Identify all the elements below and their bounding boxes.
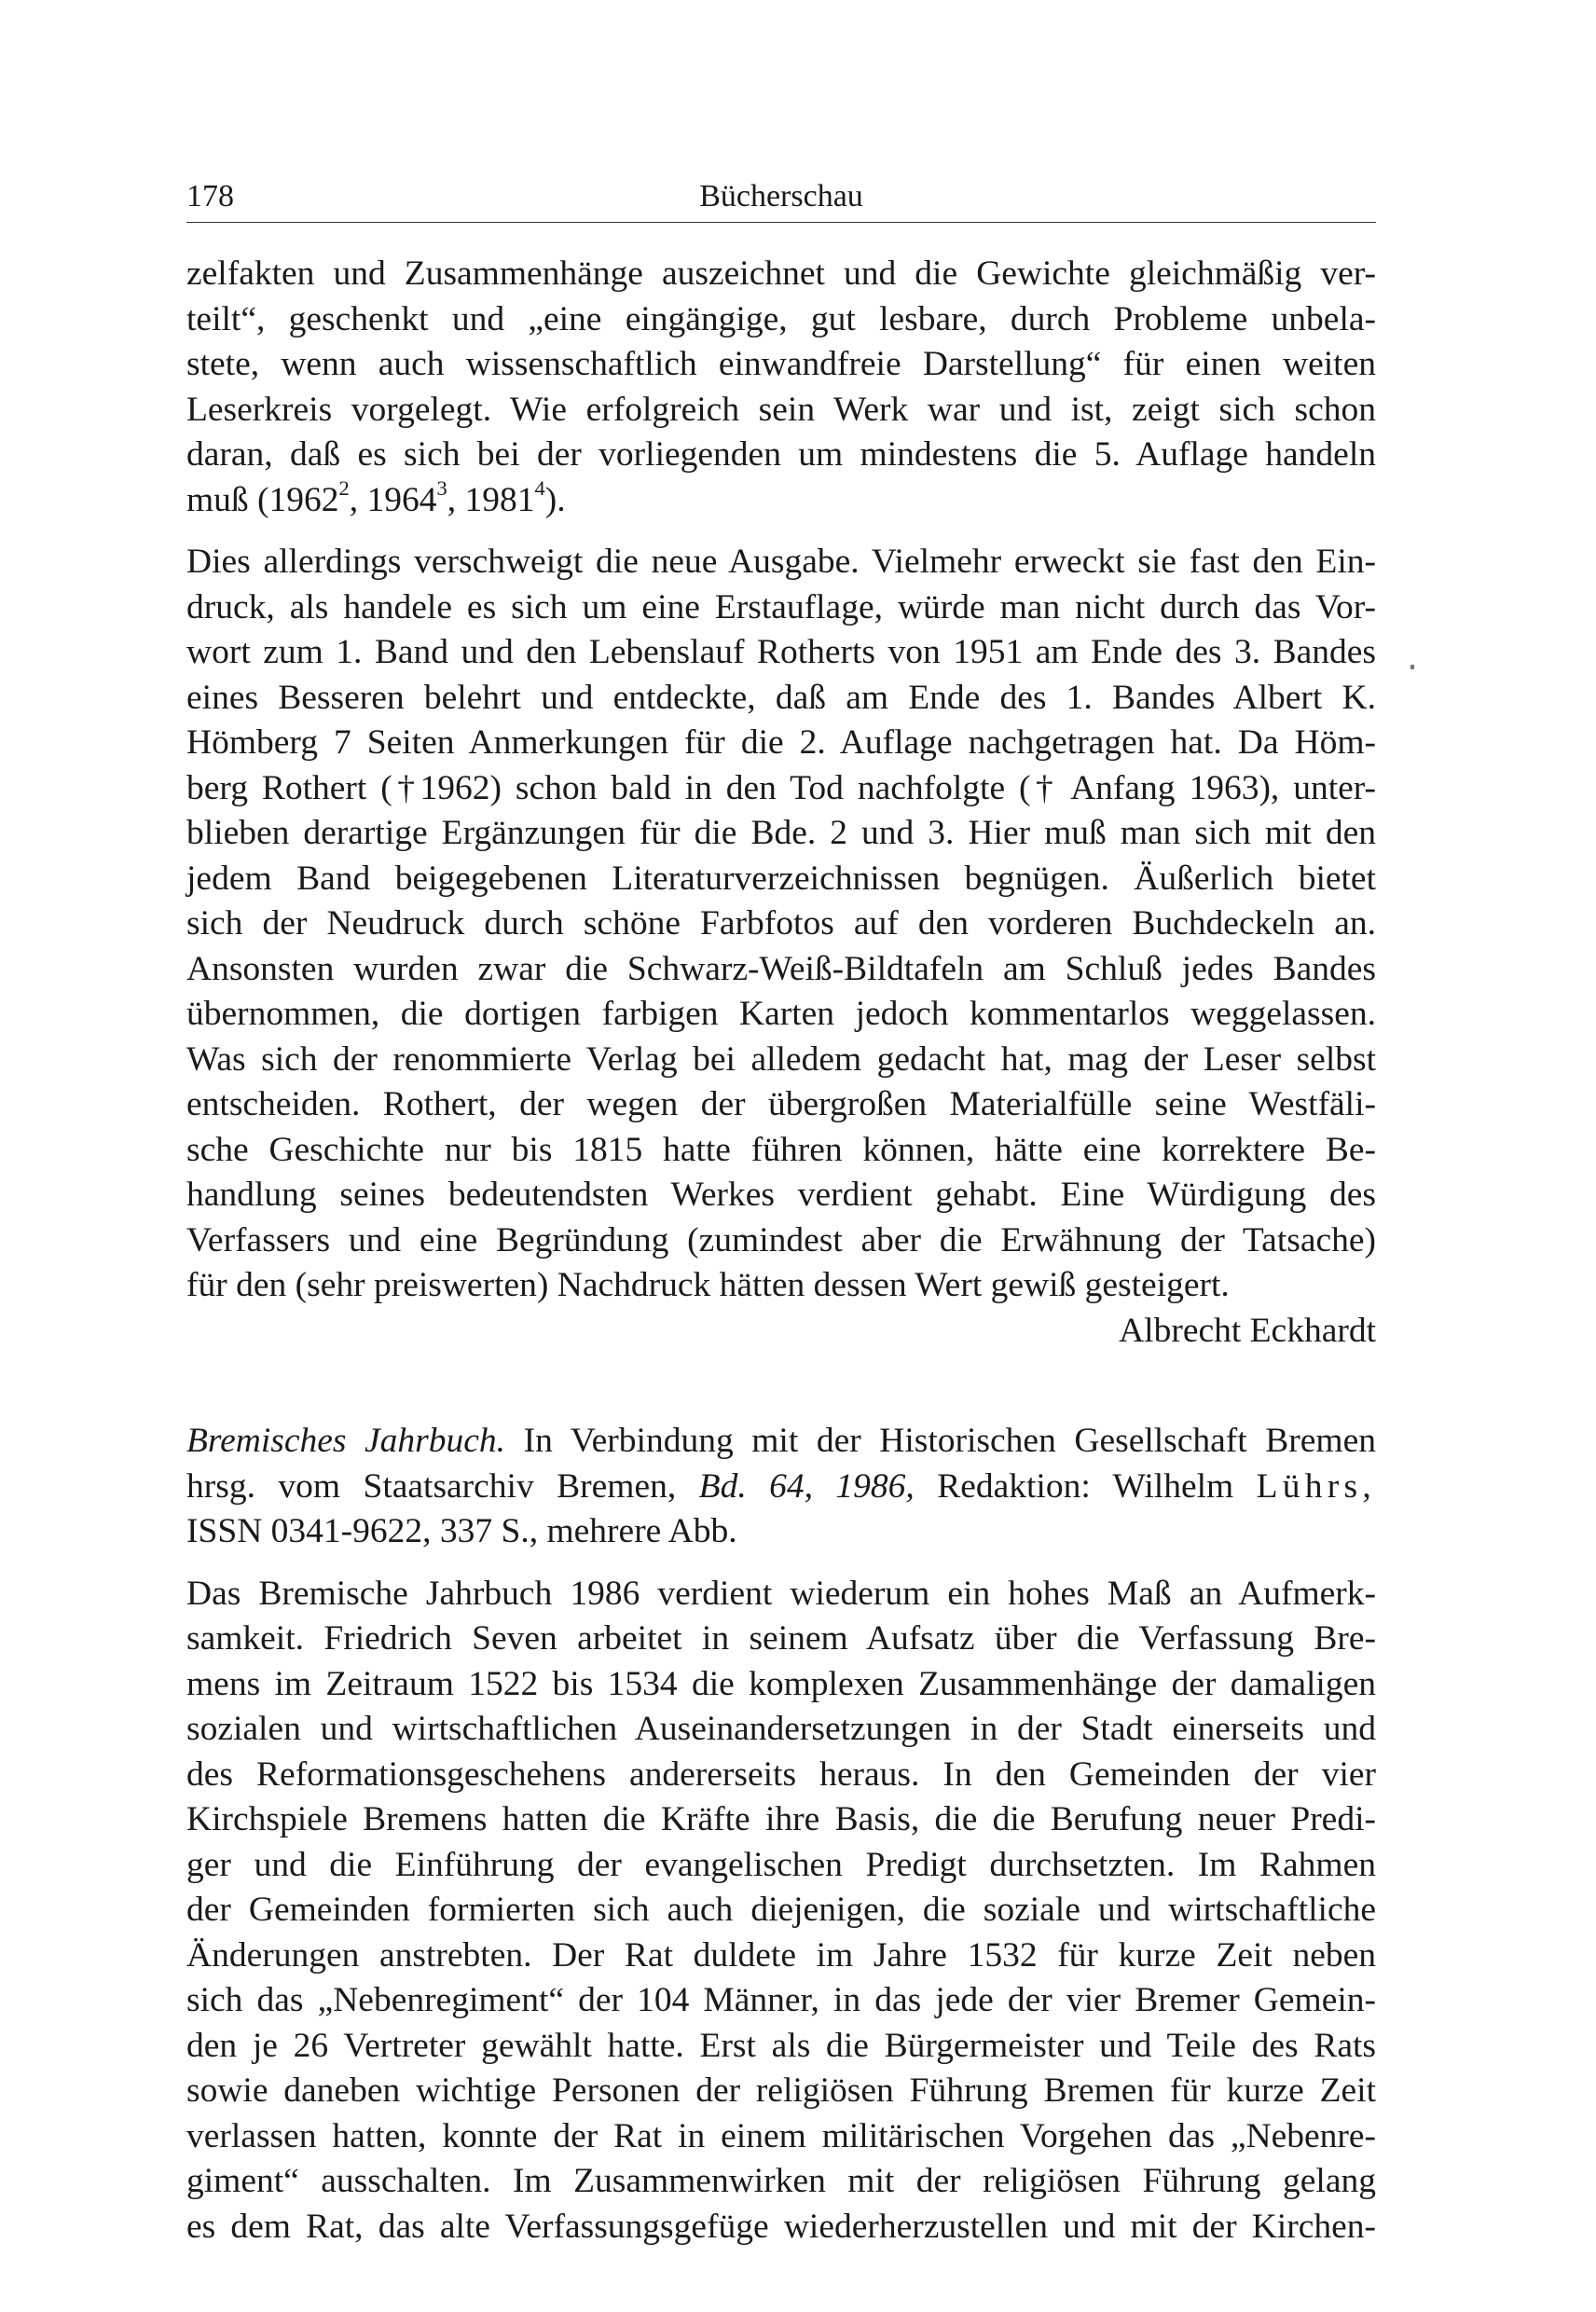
page-body	[186, 252, 1376, 2250]
header-rule	[186, 222, 1376, 223]
page-header	[186, 173, 1376, 220]
text-line: giment“ ausschalten. Im Zusammenwirken mit der religiösen Führung gelang	[186, 2162, 1376, 2200]
text-line: mens im Zeitraum 1522 bis 1534 die komplexen Zusammenhänge der damaligen	[186, 1664, 1376, 1703]
text-line: des Reformationsgeschehens andererseits heraus. In den Gemeinden der vier	[186, 1755, 1376, 1794]
volume-info: Bd. 64, 1986,	[698, 1466, 915, 1506]
text-line: Was sich der renommierte Verlag bei alledem gedacht hat, mag der Leser selbst	[186, 1039, 1376, 1079]
text-line: der Gemeinden formierten sich auch diejenigen, die soziale und wirtschaftliche	[186, 1891, 1376, 1929]
book-title: Bremisches Jahrbuch.	[186, 1422, 506, 1460]
text-line: Leserkreis vorgelegt. Wie erfolgreich sein Werk war und ist, zeigt sich schon	[186, 390, 1376, 429]
text-line: Verfassers und eine Begründung (zumindest aber die Erwähnung der Tatsache)	[186, 1220, 1376, 1259]
edition-superscript: 2	[338, 475, 350, 500]
review-1-paragraph-2	[186, 540, 1376, 1354]
text-line: zelfakten und Zusammenhänge auszeichnet und die Gewichte gleichmäßig ver-	[186, 255, 1376, 293]
text-line: ger und die Einführung der evangelischen Predigt durchsetzten. Im Rahmen	[186, 1845, 1376, 1884]
running-title: Bücherschau	[699, 179, 863, 213]
edition-superscript: 3	[436, 475, 447, 500]
text-line: daran, daß es sich bei der vorliegenden um mindestens die 5. Auflage handeln	[186, 435, 1376, 474]
text-line: wort zum 1. Band und den Lebenslauf Rotherts von 1951 am Ende des 3. Bandes	[186, 633, 1376, 671]
review-1	[186, 252, 1376, 1354]
reviewer-signature: Albrecht Eckhardt	[1119, 1311, 1376, 1350]
text-line: blieben derartige Ergänzungen für die Bde. 2 und 3. Hier muß man sich mit den	[186, 814, 1376, 852]
text-line: sche Geschichte nur bis 1815 hatte führen können, hätte eine korrektere Be-	[186, 1130, 1376, 1169]
citation-line: ISSN 0341-9622, 337 S., mehrere Abb.	[186, 1512, 737, 1550]
text-line-with-editions: muß (1962$^2$, 1964$^3$, 1981$^4$).	[186, 475, 566, 519]
text-line: Ansonsten wurden zwar die Schwarz-Weiß-Bildtafeln am Schluß jedes Bandes	[186, 949, 1376, 988]
text-line: sowie daneben wichtige Personen der religiösen Führung Bremen für kurze Zeit	[186, 2071, 1376, 2110]
review-2-paragraph-1	[186, 1572, 1376, 2250]
text-line: es dem Rat, das alte Verfassungsgefüge wiederherzustellen und mit der Kirchen-	[186, 2207, 1376, 2246]
text-line: teilt“, geschenkt und „eine eingängige, gut lesbare, durch Probleme unbela-	[186, 299, 1376, 338]
text-line: handlung seines bedeutendsten Werkes verdient gehabt. Eine Würdigung des	[186, 1176, 1376, 1214]
text-line: Das Bremische Jahrbuch 1986 verdient wiederum ein hohes Maß an Aufmerk-	[186, 1574, 1376, 1613]
editor-name: Lührs,	[1256, 1466, 1376, 1506]
text-line: berg Rothert (†1962) schon bald in den Tod nachfolgte († Anfang 1963), unter-	[186, 768, 1376, 807]
review-1-paragraph-1	[186, 252, 1376, 523]
text-line: verlassen hatten, konnte der Rat in einem militärischen Vorgehen das „Nebenre-	[186, 2116, 1376, 2155]
text-line: für den (sehr preiswerten) Nachdruck hätten dessen Wert gewiß gesteigert.	[186, 1266, 1230, 1304]
review-2	[186, 1419, 1376, 2250]
text-line: entscheiden. Rothert, der wegen der übergroßen Materialfülle seine Westfäli-	[186, 1085, 1376, 1123]
text-line: Dies allerdings verschweigt die neue Ausgabe. Vielmehr erweckt sie fast den Ein-	[186, 543, 1376, 581]
text-line: übernommen, die dortigen farbigen Karten jedoch kommentarlos weggelassen.	[186, 995, 1376, 1033]
text-line: druck, als handele es sich um eine Erstauflage, würde man nicht durch das Vor-	[186, 587, 1376, 626]
text-line: den je 26 Vertreter gewählt hatte. Erst als die Bürgermeister und Teile des Rats	[186, 2026, 1376, 2065]
citation-line: hrsg. vom Staatsarchiv Bremen, Bd. 64, 1986, Redaktion: Wilhelm Lührs,	[186, 1466, 1376, 1506]
text-line: Hömberg 7 Seiten Anmerkungen für die 2. Auflage nachgetragen hat. Da Höm-	[186, 723, 1376, 762]
text-line: sich das „Nebenregiment“ der 104 Männer, in das jede der vier Bremer Gemein-	[186, 1981, 1376, 2019]
text-line: sich der Neudruck durch schöne Farbfotos auf den vorderen Buchdeckeln an.	[186, 904, 1376, 943]
text-line: eines Besseren belehrt und entdeckte, daß am Ende des 1. Bandes Albert K.	[186, 678, 1376, 717]
text-line: Änderungen anstrebten. Der Rat duldete im Jahre 1532 für kurze Zeit neben	[186, 1935, 1376, 1975]
edition-superscript: 4	[534, 475, 545, 500]
text-line: sozialen und wirtschaftlichen Auseinandersetzungen in der Stadt einerseits und	[186, 1710, 1376, 1748]
bibliographic-citation	[186, 1419, 1376, 1555]
citation-line: Bremisches Jahrbuch. In Verbindung mit der Historischen Gesellschaft Bremen	[186, 1422, 1376, 1460]
page-number: 178	[186, 179, 234, 213]
text-line: jedem Band beigegebenen Literaturverzeichnissen begnügen. Äußerlich bietet	[186, 859, 1376, 898]
print-speck	[1410, 665, 1414, 669]
text-line: samkeit. Friedrich Seven arbeitet in seinem Aufsatz über die Verfassung Bre-	[186, 1619, 1376, 1658]
text-line: stete, wenn auch wissenschaftlich einwandfreie Darstellung“ für einen weiten	[186, 345, 1376, 383]
text-line: Kirchspiele Bremens hatten die Kräfte ihre Basis, die die Berufung neuer Predi-	[186, 1800, 1376, 1838]
